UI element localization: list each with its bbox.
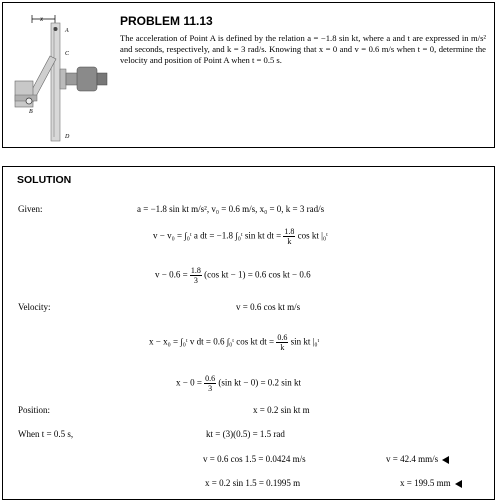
label-given: Given: — [18, 204, 43, 214]
svg-text:C: C — [65, 51, 70, 57]
label-when: When t = 0.5 s, — [18, 429, 74, 439]
label-position: Position: — [18, 405, 51, 415]
answer-marker-icon — [442, 456, 449, 464]
position-result: x = 0.2 sin kt m — [253, 405, 310, 415]
solution-box — [2, 166, 495, 500]
kt-calculation: kt = (3)(0.5) = 1.5 rad — [206, 429, 285, 439]
problem-statement: The acceleration of Point A is defined by the relation a = −1.8 sin kt, where a and t are expressed in m/s² and seconds, respectively, and k = 3 rad/s. Knowing that x = 0 and v = 0.6 m/s when t = 0, determine the velocity and position of Point A when t = 0.5 s. — [120, 33, 486, 65]
solution-title: SOLUTION — [17, 174, 72, 186]
problem-title: PROBLEM 11.13 — [120, 14, 213, 28]
answer-marker-icon — [455, 480, 462, 488]
velocity-answer: v = 42.4 mm/s — [386, 454, 449, 464]
position-calculation: x = 0.2 sin 1.5 = 0.1995 m — [205, 478, 301, 488]
label-x: x — [40, 15, 44, 23]
position-substitution: x − 0 = $\frac{0.6}{3}$ (sin kt − 0) = 0.2 sin kt — [176, 374, 302, 393]
given-equation: a = −1.8 sin kt m/s², v₀ = 0.6 m/s, x₀ = 0, k = 3 rad/s — [137, 204, 325, 214]
mechanism-figure — [5, 5, 117, 145]
velocity-result: v = 0.6 cos kt m/s — [236, 302, 301, 312]
label-velocity: Velocity: — [18, 302, 51, 312]
position-answer: x = 199.5 mm — [400, 478, 462, 488]
problem-box — [2, 2, 495, 148]
svg-text:A: A — [65, 28, 69, 34]
svg-text:B: B — [29, 109, 33, 115]
svg-text:D: D — [65, 134, 70, 140]
velocity-integral: v − v₀ = ∫₀ᵗ a dt = −1.8 ∫₀ᵗ sin kt dt = $\frac{1.8}{k}$ cos kt |₀ᵗ — [153, 227, 328, 246]
velocity-calculation: v = 0.6 cos 1.5 = 0.0424 m/s — [203, 454, 306, 464]
position-integral: x − x₀ = ∫₀ᵗ v dt = 0.6 ∫₀ᵗ cos kt dt = $\frac{0.6}{k}$ sin kt |₀ᵗ — [149, 333, 320, 352]
velocity-substitution: v − 0.6 = $\frac{1.8}{3}$ (cos kt − 1) = 0.6 cos kt − 0.6 — [155, 266, 311, 285]
